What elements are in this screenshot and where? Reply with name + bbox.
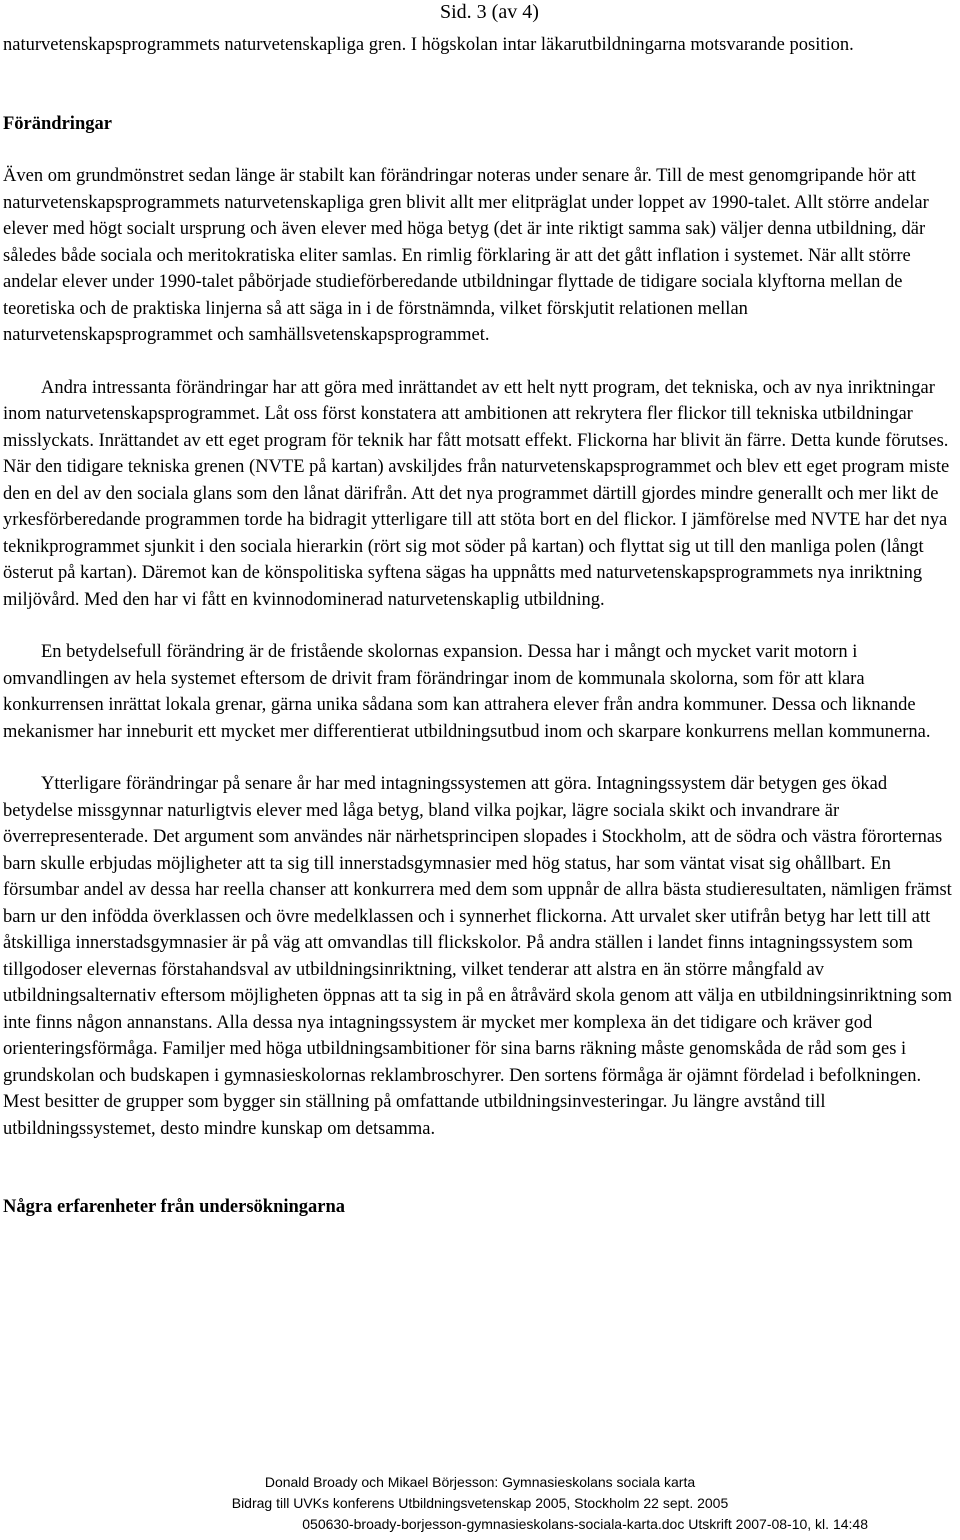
footer-filename-print-date: 050630-broady-borjesson-gymnasieskolans-sociala-karta.doc Utskrift 2007-08-10, kl. 14:48 (302, 1516, 868, 1532)
footer-conference: Bidrag till UVKs konferens Utbildningsvetenskap 2005, Stockholm 22 sept. 2005 (231, 1495, 729, 1511)
paragraph-3: En betydelsefull förändring är de fristående skolornas expansion. Dessa har i mångt och mycket varit motorn i omvandlingen av hela systemet eftersom de drivit fram förändringar inom de kommunala skolorna, som för att klara konkurrensen inrättat lokala grenar, gärna unika sådana som kan attrahera elever från andra kommuner. Dessa och liknande mekanismer har inneburit ett mycket mer differentierat utbildningsutbud inom och skarpare konkurrens mellan kommunerna. (3, 642, 931, 742)
paragraph-4: Ytterligare förändringar på senare år har med intagningssystemen att göra. Intagningssystem där betygen ges ökad betydelse missgynnar naturligtvis elever med låga betyg, bland vilka pojkar, lägre sociala skikt och invandrare är överrepresenterade. Det argument som användes när närhetsprincipen slopades i Stockholm, att de södra och västra förorternas barn skulle erbjudas möjligheter att ta sig till innerstadsgymnasier med hög status, har som väntat visat sig ohållbart. En försumbar andel av dessa har reella chanser att konkurrera med dem som uppnår de allra bästa studieresultaten, nämligen främst barn ur den infödda överklassen och övre medelklassen och i synnerhet flickorna. Att urvalet sker utifrån betyg har lett till att åtskilliga innerstadsgymnasier är på väg att omvandlas till flickskolor. På andra ställen i landet finns intagningssystem som tillgodoser elevernas förstahandsval av utbildningsinriktning, vilket tenderar att alstra en än större mångfald av utbildningsalternativ eftersom möjligheten öppnas att ta sig in på en åtråvärd skola genom att välja en utbildningsinriktning som inte finns någon annanstans. Alla dessa nya intagningssystem är mycket mer komplexa än det tidigare och kräver god orienteringsförmåga. Familjer med höga utbildningsambitioner för sina barns räkning måste genomskåda de råd som ges i grundskolan och budskapen i gymnasieskolornas reklambroschyrer. Den sortens förmåga är ojämnt fördelad i befolkningen. Mest besitter de grupper som bygger sin ställning på omfattande utbildningsinvesteringar. Ju längre avstånd till utbildningssystemet, desto mindre kunskap om detsamma. (3, 774, 952, 1139)
footer-authors-title: Donald Broady och Mikael Börjesson: Gymnasieskolans sociala karta (264, 1474, 696, 1490)
paragraph-1: Även om grundmönstret sedan länge är stabilt kan förändringar noteras under senare år. Till de mest genomgripande hör att naturvetenskapsprogrammets naturvetenskapliga gren blivit allt mer elitpräglat under loppet av 1990-talet. Allt större andelar elever med högt socialt ursprung och även elever med höga betyg (det är inte riktigt samma sak) väljer denna utbildning, där således både sociala och meritokratiska eliter samlas. En rimlig förklaring är att det gått inflation i systemet. När allt större andelar elever under 1990-talet påbörjade studieförberedande utbildningar flyttade de tidigare sociala klyftorna mellan de teoretiska och de praktiska linjerna så att säga in i de förstnämnda, vilket förskjutit relationen mellan naturvetenskapsprogrammet och samhällsvetenskapsprogrammet. (3, 166, 929, 345)
section-heading-experiences: Några erfarenheter från undersökningarna (3, 1197, 346, 1217)
section-heading-changes: Förändringar (3, 113, 112, 134)
page-number: Sid. 3 (av 4) (440, 1, 539, 23)
document-body (3, 32, 955, 1221)
paragraph-2: Andra intressanta förändringar har att göra med inrättandet av ett helt nytt program, det tekniska, och av nya inriktningar inom naturvetenskapsprogrammet. Låt oss först konstatera att ambitionen att rekrytera fler flickor till tekniska utbildningar misslyckats. Inrättandet av ett eget program för teknik har fått motsatt effekt. Flickorna har blivit än färre. Detta kunde förutses. När den tidigare tekniska grenen (NVTE på kartan) avskiljdes från naturvetenskapsprogrammet och blev ett eget program miste den en del av den sociala glans som den lånat därifrån. Att det nya programmet därtill gjordes mindre generallt och mer likt de yrkesförberedande programmen torde ha bidragit ytterligare till att stöta bort en del flickor. I jämförelse med NVTE har det nya teknikprogrammet sjunkit i den sociala hierarkin (rört sig mot söder på kartan) och flyttat sig ut till den manliga polen (långt österut på kartan). Däremot kan de könspolitiska syftena sägas ha uppnåtts med naturvetenskapsprogrammets nya inriktning miljövård. Med den har vi fått en kvinnodominerad naturvetenskaplig utbildning. (3, 377, 950, 610)
page-footer (0, 1472, 960, 1535)
intro-paragraph: naturvetenskapsprogrammets naturvetenskapliga gren. I högskolan intar läkarutbildningarna motsvarande position. (3, 35, 854, 55)
